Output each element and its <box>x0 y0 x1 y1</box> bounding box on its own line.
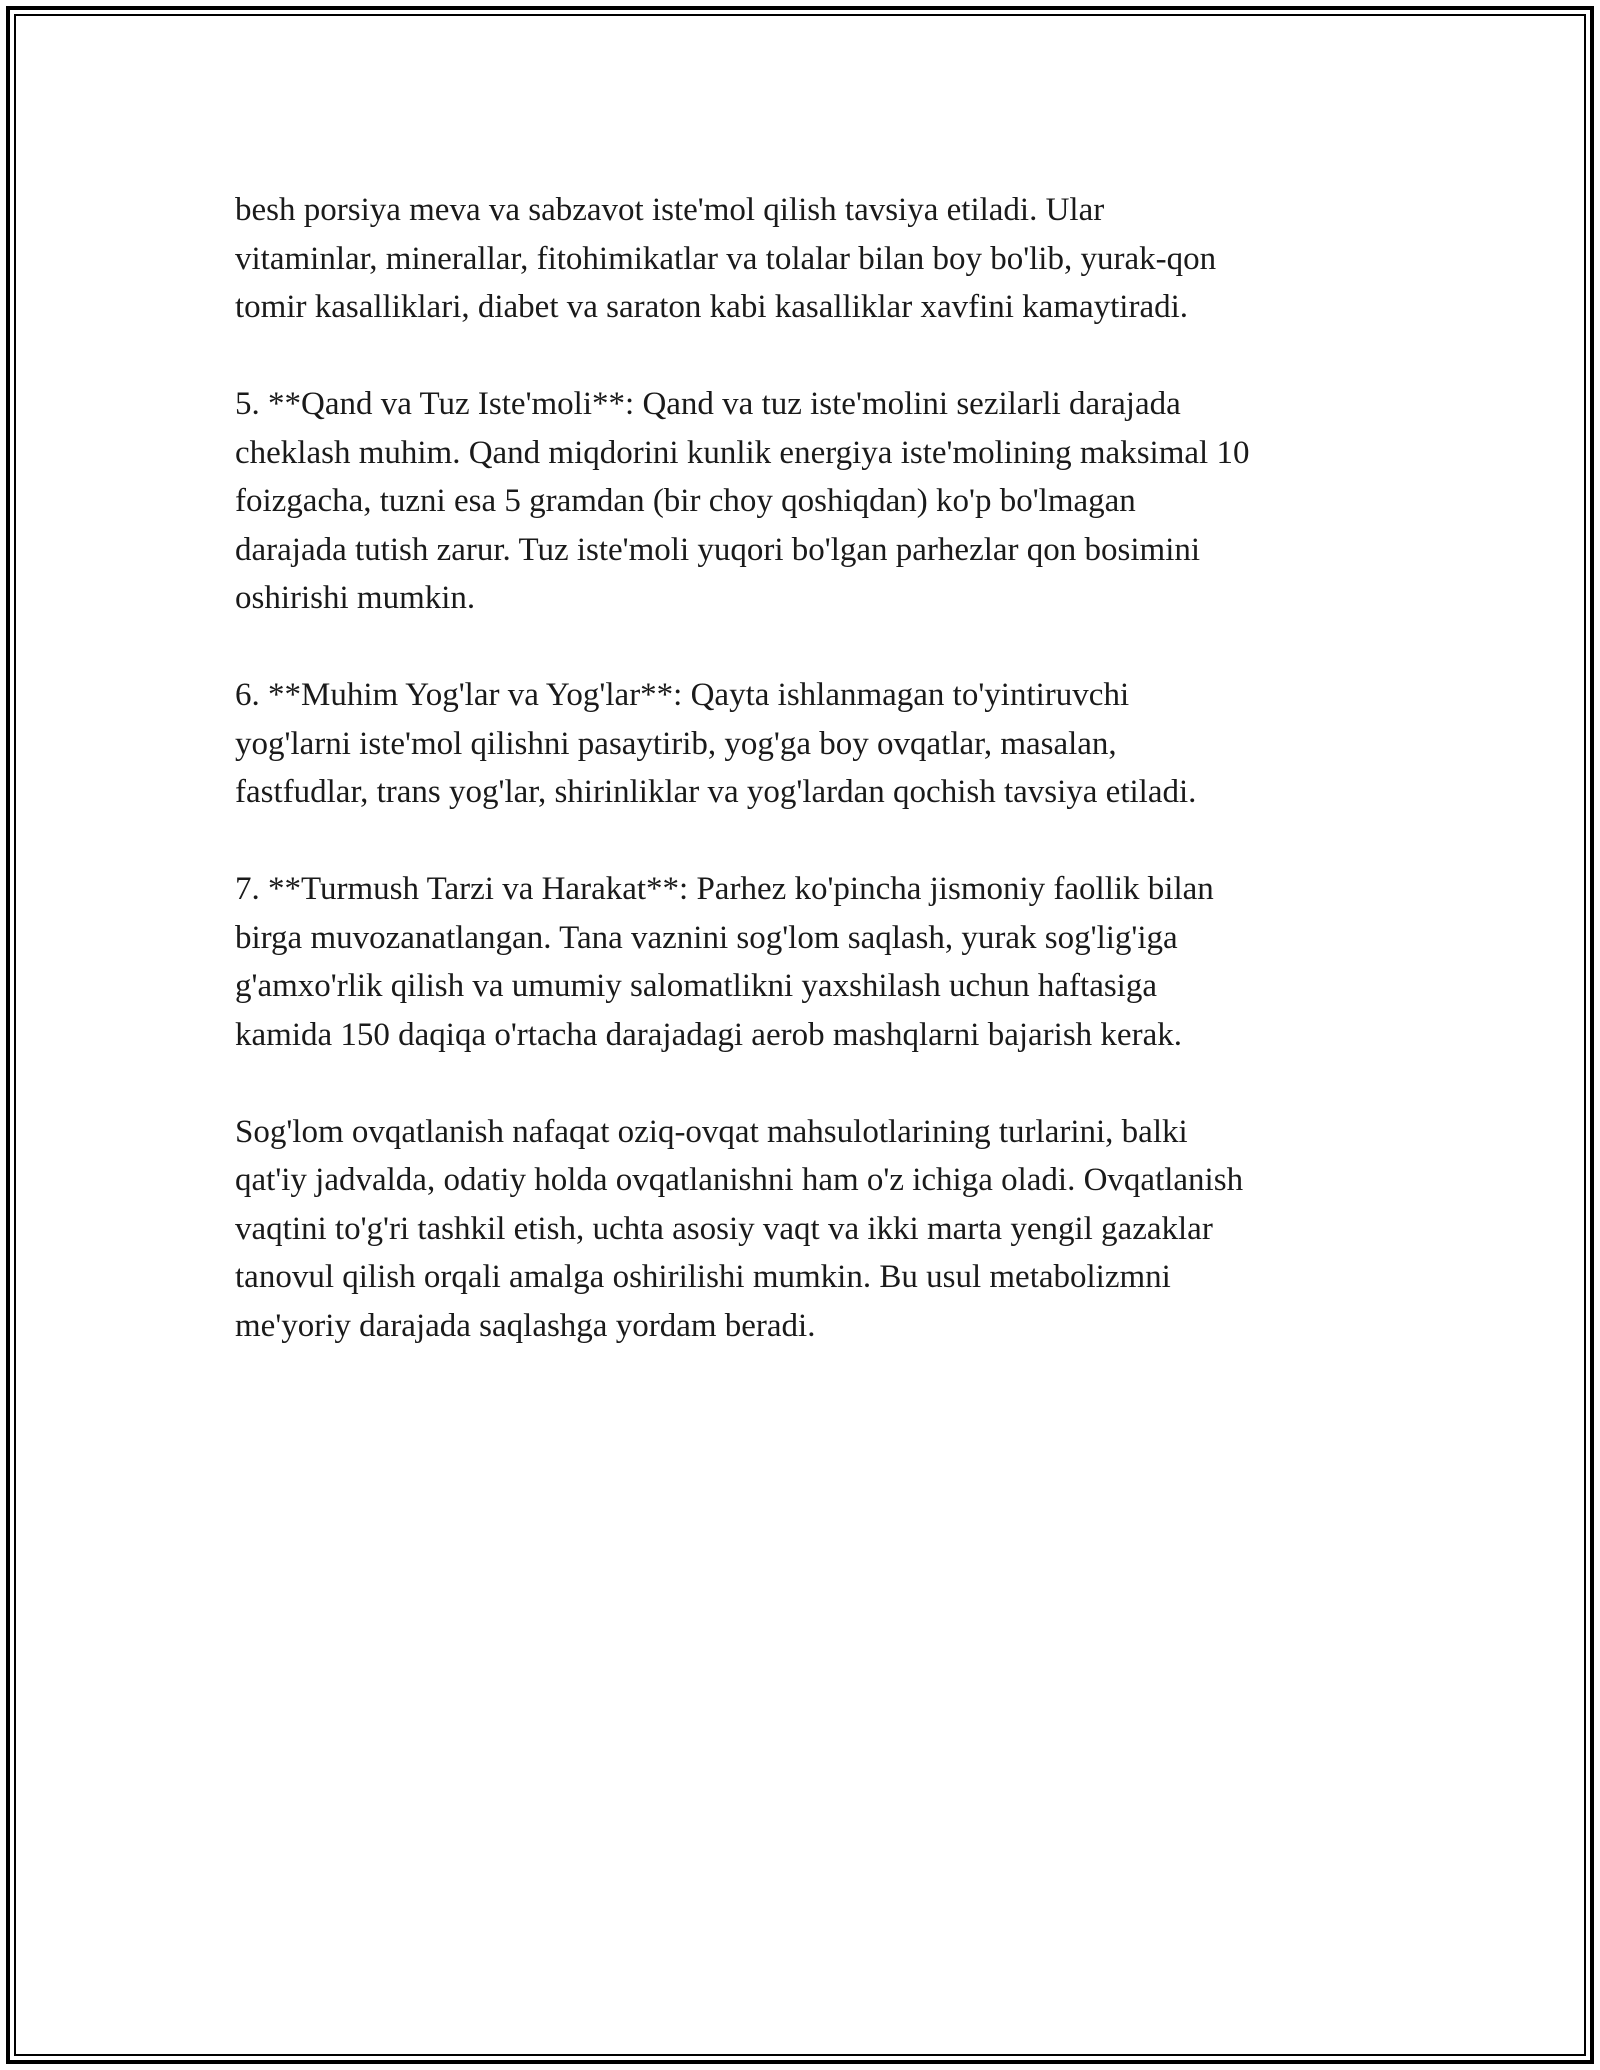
text-line: cheklash muhim. Qand miqdorini kunlik energiya iste'molining maksimal 10 <box>235 434 1250 471</box>
paragraph-sugar-salt <box>235 380 1385 623</box>
document-body <box>235 186 1385 1399</box>
text-line: g'amxo'rlik qilish va umumiy salomatlikni yaxshilash uchun haftasiga <box>235 968 1158 1004</box>
text-line: me'yoriy darajada saqlashga yordam beradi. <box>235 1307 816 1344</box>
text-line: 7. **Turmush Tarzi va Harakat**: Parhez ko'pincha jismoniy faollik bilan <box>235 871 1214 907</box>
text-line: birga muvozanatlangan. Tana vaznini sog'lom saqlash, yurak sog'lig'iga <box>235 919 1178 956</box>
text-line: 5. **Qand va Tuz Iste'moli**: Qand va tuz iste'molini sezilarli darajada <box>235 386 1181 422</box>
text-line: kamida 150 daqiqa o'rtacha darajadagi aerob mashqlarni bajarish kerak. <box>235 1016 1182 1053</box>
text-line: oshirishi mumkin. <box>235 580 476 616</box>
paragraph-lifestyle <box>235 865 1385 1059</box>
text-line: foizgacha, tuzni esa 5 gramdan (bir choy qoshiqdan) ko'p bo'lmagan <box>235 483 1136 519</box>
text-line: tanovul qilish orqali amalga oshirilishi mumkin. Bu usul metabolizmni <box>235 1259 1171 1295</box>
paragraph-fruits-vegetables <box>235 186 1385 332</box>
text-line: yog'larni iste'mol qilishni pasaytirib, yog'ga boy ovqatlar, masalan, <box>235 725 1117 762</box>
text-line: qat'iy jadvalda, odatiy holda ovqatlanishni ham o'z ichiga oladi. Ovqatlanish <box>235 1162 1244 1198</box>
text-line: Sog'lom ovqatlanish nafaqat oziq-ovqat mahsulotlarining turlarini, balki <box>235 1113 1188 1150</box>
text-line: vaqtini to'g'ri tashkil etish, uchta asosiy vaqt va ikki marta yengil gazaklar <box>235 1210 1213 1247</box>
text-line: besh porsiya meva va sabzavot iste'mol qilish tavsiya etiladi. Ular <box>235 192 1105 228</box>
text-line: fastfudlar, trans yog'lar, shirinliklar va yog'lardan qochish tavsiya etiladi. <box>235 774 1197 810</box>
text-line: 6. **Muhim Yog'lar va Yog'lar**: Qayta ishlanmagan to'yintiruvchi <box>235 677 1130 713</box>
text-line: darajada tutish zarur. Tuz iste'moli yuqori bo'lgan parhezlar qon bosimini <box>235 531 1201 568</box>
text-line: vitaminlar, minerallar, fitohimikatlar va tolalar bilan boy bo'lib, yurak-qon <box>235 240 1217 277</box>
text-line: tomir kasalliklari, diabet va saraton kabi kasalliklar xavfini kamaytiradi. <box>235 289 1189 325</box>
paragraph-fats <box>235 671 1385 817</box>
paragraph-meal-timing <box>235 1108 1385 1351</box>
